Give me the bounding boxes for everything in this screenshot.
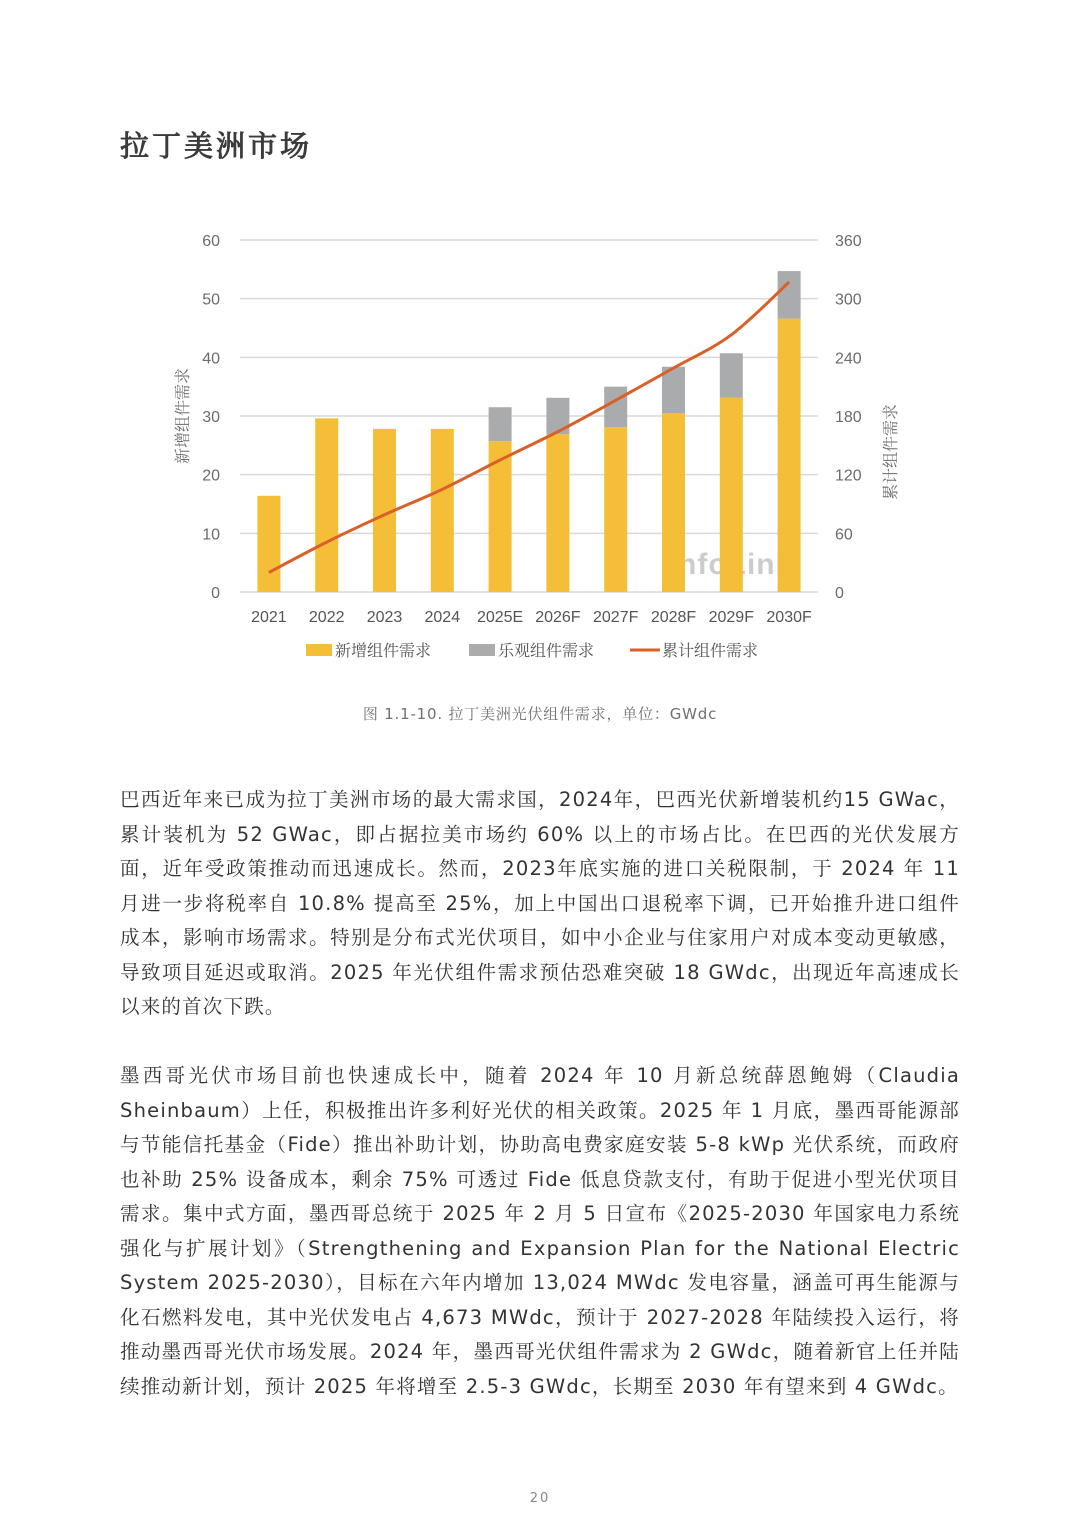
bar-segment	[778, 271, 801, 319]
cumulative-demand-line	[269, 282, 789, 572]
page-title: 拉丁美洲市场	[120, 129, 313, 163]
bar-segment	[257, 496, 280, 592]
left-tick-label: 10	[202, 526, 220, 544]
bar-segment	[546, 434, 569, 592]
right-tick-label: 120	[835, 467, 862, 485]
left-axis-ticks	[202, 233, 220, 602]
legend-swatch	[469, 644, 495, 656]
paragraph-mexico: 墨西哥光伏市场目前也快速成长中，随着 2024 年 10 月新总统薛恩鲍姆（Claudia Sheinbaum）上任，积极推出许多利好光伏的相关政策。2025 年 1 月底，墨西哥能源部与节能信托基金（Fide）推出补助计划，协助高电费家庭安装 5-8 kWp 光伏系统，而政府也补助 25% 设备成本，剩余 75% 可透过 Fide 低息贷款支付，有助于促进小型光伏项目需求。集中式方面，墨西哥总统于 2025 年 2 月 5 日宣布《2025-2030 年国家电力系统强化与扩展计划》（Strengthening and Expansion Plan for the National Electric System 2025-2030），目标在六年内增加 13,024 MWdc 发电容量，涵盖可再生能源与化石燃料发电，其中光伏发电占 4,673 MWdc，预计于 2027-2028 年陆续投入运行，将推动墨西哥光伏市场发展。2024 年，墨西哥光伏组件需求为 2 GWdc，随着新官上任并陆续推动新计划，预计 2025 年将增至 2.5-3 GWdc，长期至 2030 年有望来到 4 GWdc。	[120, 1064, 960, 1398]
right-tick-label: 180	[835, 409, 862, 426]
legend-label: 累计组件需求	[662, 643, 759, 660]
bar-segment	[604, 387, 627, 427]
bar-segment	[315, 418, 338, 592]
x-tick-label: 2021	[251, 609, 287, 626]
x-tick-label: 2023	[366, 609, 403, 626]
bar-segment	[778, 319, 801, 592]
x-tick-label: 2026F	[535, 609, 581, 626]
x-tick-label: 2029F	[708, 609, 754, 626]
left-tick-label: 0	[211, 585, 220, 602]
legend-label: 乐观组件需求	[498, 643, 595, 660]
right-tick-label: 0	[835, 585, 844, 602]
bar-segment	[431, 429, 454, 592]
right-tick-label: 60	[835, 526, 853, 544]
legend-label: 新增组件需求	[335, 643, 432, 660]
figure-caption: 图 1.1-10. 拉丁美洲光伏组件需求，单位：GWdc	[362, 705, 718, 723]
right-tick-label: 240	[835, 350, 862, 368]
page-number: 20	[529, 1491, 551, 1506]
right-axis-label: 累计组件需求	[883, 403, 900, 501]
x-tick-label: 2025E	[476, 609, 524, 626]
x-tick-label: 2027F	[593, 609, 639, 626]
bar-segment	[604, 427, 627, 592]
left-tick-label: 20	[202, 467, 220, 485]
right-tick-label: 300	[835, 291, 862, 309]
paragraph-brazil: 巴西近年来已成为拉丁美洲市场的最大需求国，2024年，巴西光伏新增装机约15 GWac，累计装机为 52 GWac，即占据拉美市场约 60% 以上的市场占比。在巴西的光伏发展方面，近年受政策推动而迅速成长。然而，2023年底实施的进口关税限制，于 2024 年 11 月进一步将税率自 10.8% 提高至 25%，加上中国出口退税率下调，已开始推升进口组件成本，影响市场需求。特别是分布式光伏项目，如中小企业与住家用户对成本变动更敏感，导致项目延迟或取消。2025 年光伏组件需求预估恐难突破 18 GWdc，出现近年高速成长以来的首次下跌。	[120, 788, 960, 1018]
left-tick-label: 50	[202, 291, 220, 309]
left-tick-label: 40	[202, 350, 220, 368]
chart-bars	[257, 271, 800, 592]
left-tick-label: 60	[202, 233, 220, 250]
legend-swatch	[306, 644, 332, 656]
bar-segment	[662, 413, 685, 592]
bar-segment	[489, 407, 512, 441]
right-axis-ticks	[835, 233, 862, 602]
x-tick-label: 2028F	[650, 609, 697, 626]
x-tick-label: 2024	[424, 609, 461, 626]
chart-legend	[306, 642, 758, 660]
left-axis-label: 新增组件需求	[175, 367, 192, 465]
latam-module-demand-chart	[0, 220, 1080, 680]
x-tick-label: 2022	[308, 609, 345, 626]
left-tick-label: 30	[202, 409, 220, 426]
x-tick-label: 2030F	[766, 609, 812, 626]
x-axis-ticks	[251, 609, 812, 626]
right-tick-label: 360	[835, 233, 862, 250]
bar-segment	[720, 398, 743, 592]
bar-segment	[720, 353, 743, 398]
